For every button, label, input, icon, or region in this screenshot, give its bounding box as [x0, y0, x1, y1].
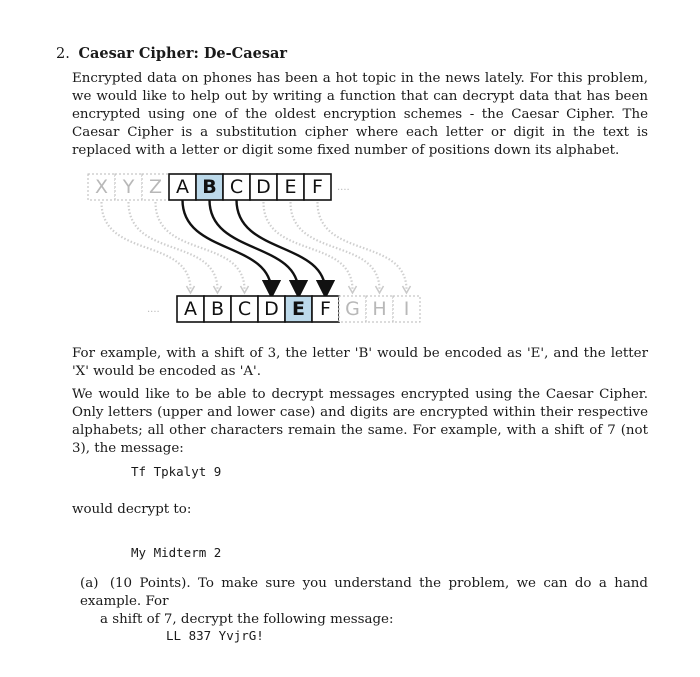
main-arrows [183, 200, 326, 292]
shift-arrow [183, 200, 272, 292]
bottom-letter-cell [285, 296, 312, 322]
faded-arrowhead [187, 286, 195, 293]
bottom-faded-cell [339, 296, 366, 322]
top-letter-cell [250, 174, 277, 200]
faded-arrow [129, 202, 218, 290]
problem-title: Caesar Cipher: De-Caesar [78, 45, 288, 62]
caesar-shift-diagram [72, 162, 492, 337]
bottom-alphabet-row [147, 296, 420, 322]
top-letter-cell [304, 174, 331, 200]
bottom-letter-cell [312, 296, 339, 322]
top-alphabet-row [88, 174, 350, 200]
example-paragraph: For example, with a shift of 3, the letter 'B' would be encoded as 'E', and the letter 'X' would be encoded as 'A'. [72, 346, 648, 379]
bottom-letter-cell [231, 296, 258, 322]
cell-letter: D [264, 298, 279, 320]
faded-arrowhead [376, 286, 384, 293]
scope-paragraph: We would like to be able to decrypt messages encrypted using the Caesar Cipher. Only letters (upper and lower case) and digits are encrypted within their respective alphabets; all other characters remain the same. For example, with a shift of 7 (not 3), the message: [72, 387, 648, 456]
faded-arrow [102, 202, 191, 290]
cell-letter: C [237, 298, 252, 320]
faded-arrowhead [349, 286, 357, 293]
bottom-faded-cell [393, 296, 420, 322]
top-letter-cell [223, 174, 250, 200]
bottom-letter-cell [258, 296, 285, 322]
problem-heading [56, 45, 287, 62]
top-letter-cell [277, 174, 304, 200]
cell-letter: C [229, 176, 244, 198]
cell-letter: B [210, 298, 225, 320]
part-a-text-line2: a shift of 7, decrypt the following message: [100, 612, 394, 627]
bottom-ellipsis: .... [147, 304, 160, 315]
bottom-faded-cell [366, 296, 393, 322]
cell-letter: D [256, 176, 271, 198]
decrypted-example-code: My Midterm 2 [131, 545, 222, 560]
faded-arrowhead [403, 286, 411, 293]
encrypted-example-code: Tf Tpkalyt 9 [131, 464, 222, 479]
would-decrypt-label: would decrypt to: [72, 502, 192, 517]
cell-letter: E [284, 176, 297, 198]
part-a [80, 575, 648, 629]
cell-letter: G [345, 298, 360, 320]
faded-arrowhead [241, 286, 249, 293]
top-letter-cell [169, 174, 196, 200]
cell-letter: F [320, 298, 331, 320]
cell-letter: I [403, 298, 410, 320]
problem-number: 2. [56, 46, 70, 62]
cell-letter: B [202, 176, 217, 198]
top-faded-cell [115, 174, 142, 200]
bottom-letter-cell [204, 296, 231, 322]
top-ellipsis: .... [337, 182, 350, 193]
faded-arrow [291, 202, 380, 290]
cell-letter: E [292, 298, 305, 320]
cell-letter: X [94, 176, 109, 198]
cell-letter: H [372, 298, 387, 320]
part-a-message-code: LL 837 YvjrG! [166, 628, 264, 643]
bottom-letter-cell [177, 296, 204, 322]
intro-paragraph: Encrypted data on phones has been a hot topic in the news lately. For this problem, we would like to help out by writing a function that can decrypt data that has been encrypted using one of the oldest encryption schemes - the Caesar Cipher. The Caesar Cipher is a substitution cipher where each letter or digit in the text is replaced with a letter or digit some fixed number of positions down its alphabet. [72, 71, 648, 158]
faded-arrowhead [214, 286, 222, 293]
cell-letter: A [176, 176, 189, 198]
cell-letter: Z [148, 176, 163, 198]
cell-letter: Y [122, 176, 135, 198]
top-faded-cell [88, 174, 115, 200]
part-a-marker: (a) [80, 576, 99, 591]
faded-arrow [156, 202, 245, 290]
faded-arrow [318, 202, 407, 290]
top-faded-cell [142, 174, 169, 200]
top-letter-cell [196, 174, 223, 200]
cell-letter: A [184, 298, 197, 320]
cell-letter: F [312, 176, 323, 198]
part-a-text-line1: (10 Points). To make sure you understand the problem, we can do a hand example. For [80, 576, 648, 609]
